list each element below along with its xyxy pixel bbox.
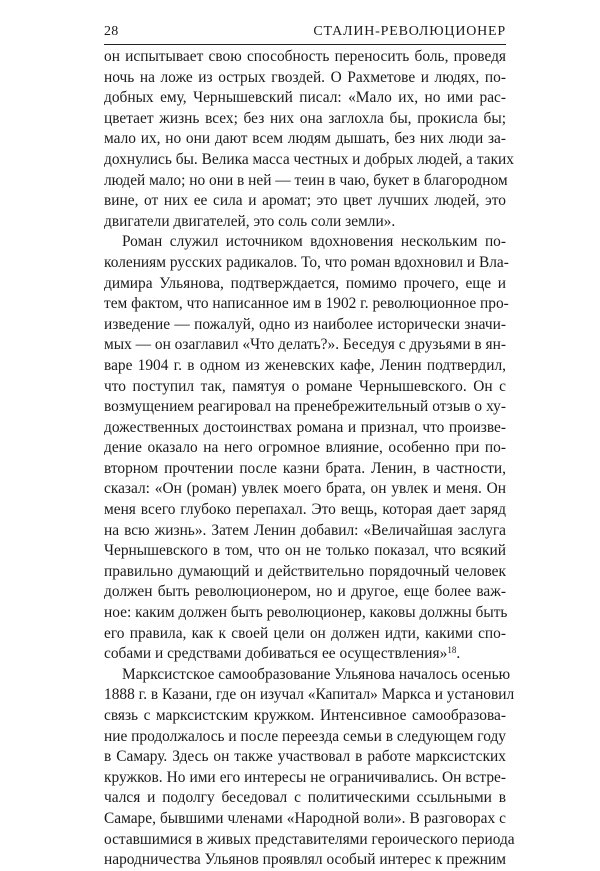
text-line: дохнулись бы. Велика масса честных и добрых людей, а таких bbox=[104, 150, 514, 168]
text-line: Роман служил источником вдохновения нескольким по- bbox=[122, 233, 506, 251]
text-line: правильно думающий и действительно порядочный человек bbox=[104, 562, 506, 580]
text-line: изведение — пожалуй, одно из наиболее исторически значи- bbox=[104, 315, 506, 333]
text-line: что поступил так, памятуя о романе Чернышевского. Он с bbox=[104, 377, 506, 395]
running-title: СТАЛИН-РЕВОЛЮЦИОНЕР bbox=[313, 24, 506, 39]
page-number: 28 bbox=[104, 24, 119, 39]
text-line: возмущением реагировал на пренебрежительный отзыв о ху- bbox=[104, 398, 506, 416]
running-header bbox=[104, 22, 506, 45]
text-line: мало их, но они дают всем людям дышать, без них люди за- bbox=[104, 130, 506, 148]
text-line: ное: каким должен быть революционер, каковы должны быть bbox=[104, 604, 508, 622]
footnote-ref: 18 bbox=[447, 645, 457, 656]
text-line: добных ему, Чернышевский писал: «Мало их, но ими рас- bbox=[104, 89, 506, 107]
text-line: ночь на ложе из острых гвоздей. О Рахметове и людях, по- bbox=[104, 68, 506, 86]
text-line-content: собами и средствами добиваться ее осуществления» bbox=[104, 645, 448, 663]
text-line: оставшимися в живых представителями героического периода bbox=[104, 830, 515, 848]
text-line: двигатели двигателей, это соль соли земли». bbox=[104, 212, 396, 230]
text-line: в Самару. Здесь он также участвовал в работе марксистских bbox=[104, 748, 506, 766]
text-line: чался и подолгу беседовал с политическими ссыльными в bbox=[104, 789, 506, 807]
text-line: колениям русских радикалов. То, что роман вдохновил и Вла- bbox=[104, 253, 509, 271]
text-line: тем фактом, что написанное им в 1902 г. революционное про- bbox=[104, 295, 509, 313]
text-line: Самаре, бывшими членами «Народной воли». В разговорах с bbox=[104, 809, 506, 827]
text-line: дожественных достоинствах романа и признал, что произве- bbox=[104, 418, 506, 436]
text-line: варе 1904 г. в одном из женевских кафе, Ленин подтвердил, bbox=[104, 356, 506, 374]
text-line: Марксистское самообразование Ульянова началось осенью bbox=[122, 665, 511, 683]
text-line: вторном прочтении после казни брата. Ленин, в частности, bbox=[104, 459, 506, 477]
text-line: меня всего глубоко перепахал. Это вещь, которая дает заряд bbox=[104, 501, 506, 519]
text-line: он испытывает свою способность переносить боль, проведя bbox=[104, 48, 506, 65]
text-line: мых — он озаглавил «Что делать?». Беседуя с друзьями в ян- bbox=[104, 336, 506, 354]
text-line: на всю жизнь». Затем Ленин добавил: «Величайшая заслуга bbox=[104, 521, 506, 539]
text-line: сказал: «Он (роман) увлек моего брата, он увлек и меня. Он bbox=[104, 480, 506, 498]
text-line: Чернышевского в том, что он не только показал, что всякий bbox=[104, 542, 506, 560]
text-line: ние продолжалось и после переезда семьи в следующем году bbox=[104, 727, 506, 745]
text-line: цветает жизнь всех; без них она заглохла бы, прокисла бы; bbox=[104, 109, 506, 127]
text-line: димира Ульянова, подтверждается, помимо прочего, еще и bbox=[104, 274, 506, 292]
text-line: связь с марксистским кружком. Интенсивное самообразова- bbox=[104, 707, 506, 724]
text-line: должен быть революционером, но и другое, еще более важ- bbox=[104, 583, 506, 601]
text-line: его правила, как к своей цели он должен идти, какими спо- bbox=[104, 624, 506, 642]
text-line: людей мало; но они в ней — теин в чаю, букет в благородном bbox=[104, 171, 508, 189]
body-text bbox=[104, 47, 515, 871]
text-line: вине, от них ее сила и аромат; это цвет лучших людей, это bbox=[104, 192, 506, 210]
text-line: кружков. Но ими его интересы не ограничивались. Он встре- bbox=[104, 768, 506, 786]
text-line: дение оказало на него огромное влияние, особенно при по- bbox=[104, 439, 506, 457]
text-line: народничества Ульянов проявлял особый интерес к прежним bbox=[104, 851, 506, 869]
text-line: собами и средствами добиваться ее осуществления»$^{18}$. bbox=[104, 645, 461, 663]
text-line: 1888 г. в Казани, где он изучал «Капитал» Маркса и установил bbox=[104, 686, 515, 704]
